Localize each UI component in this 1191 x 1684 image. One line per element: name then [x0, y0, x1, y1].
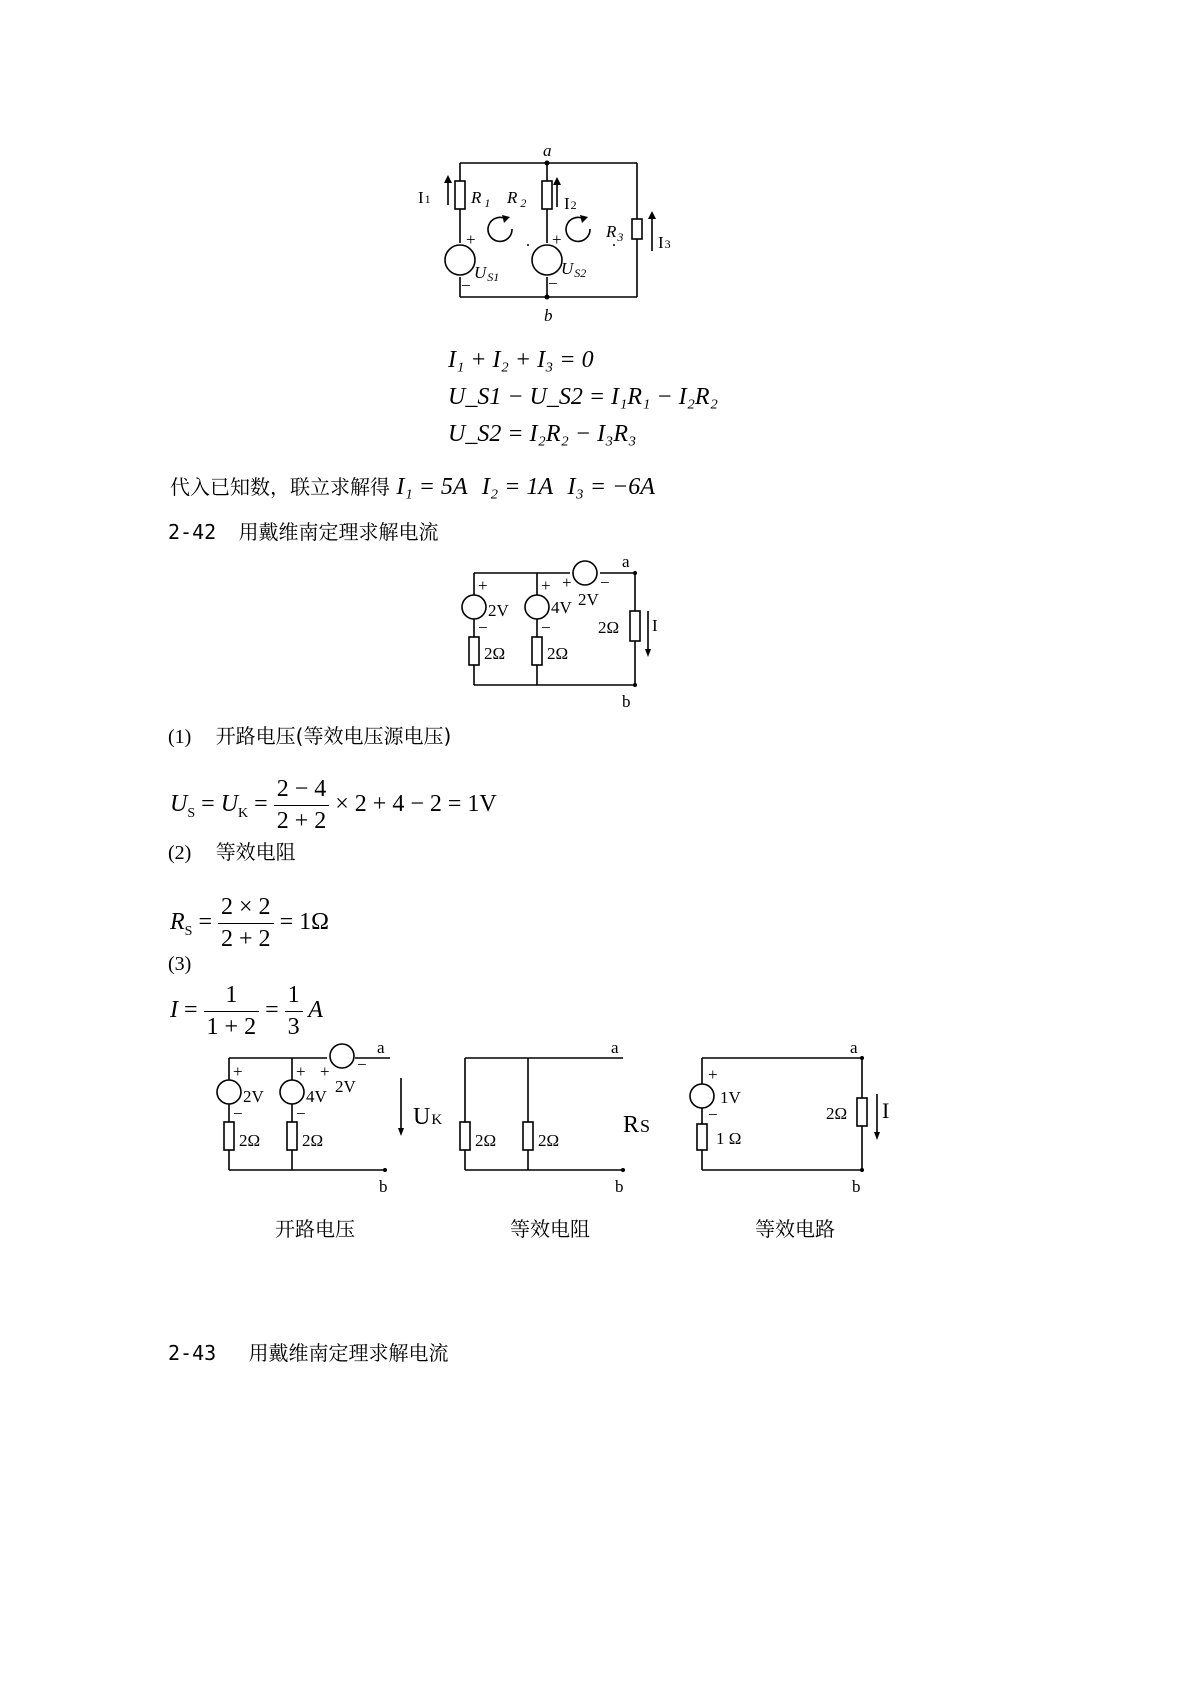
voltage-source-4v — [280, 1080, 304, 1104]
problem-43-heading — [168, 1337, 449, 1366]
caption-eq-resistance: 等效电阻 — [510, 1217, 590, 1241]
resistor-1ohm — [697, 1124, 707, 1150]
node-a-label: a — [622, 552, 630, 571]
current-i1-label: I1 — [418, 188, 431, 207]
resistor-r1 — [455, 181, 465, 209]
problem-42-heading — [168, 516, 439, 545]
circuit-open-voltage — [205, 1040, 455, 1200]
plus-sign: + — [708, 1065, 718, 1084]
loop-arrowhead-icon — [580, 215, 588, 223]
minus-sign: − — [708, 1105, 718, 1124]
plus-sign: + — [541, 576, 551, 595]
source-value: 4V — [306, 1087, 327, 1106]
result-i1: I₁ = 5A — [396, 474, 468, 500]
circuit-eq-circuit — [690, 1040, 910, 1200]
resistor-value: 2Ω — [484, 644, 506, 663]
equation-us: $U_S = U_K$ = $\frac{2 - 4}{2 + 2}$ × 2 + 4 − 2 = 1V — [170, 776, 497, 834]
caption-open-voltage: 开路电压 — [275, 1217, 355, 1241]
node-a-label: a — [543, 141, 552, 160]
minus-sign: − — [541, 618, 551, 637]
node-a-label: a — [850, 1038, 858, 1057]
minus-sign: − — [478, 618, 488, 637]
step-text: 开路电压(等效电压源电压) — [215, 724, 452, 748]
node-b-label: b — [379, 1177, 388, 1196]
arrow-up-icon — [444, 175, 452, 183]
node-b-label: b — [615, 1177, 624, 1196]
result-line — [170, 471, 655, 501]
us1-label: US1 — [474, 263, 500, 284]
plus-sign: + — [562, 573, 572, 592]
resistor-value: 2Ω — [598, 618, 620, 637]
r2-label: R $_2$ — [507, 188, 527, 210]
voltage-source-4v — [525, 595, 549, 619]
resistor-value: 2Ω — [302, 1131, 324, 1150]
source-value: 2V — [335, 1077, 356, 1096]
resistor-2ohm — [532, 637, 542, 665]
node-b-label: b — [852, 1177, 861, 1196]
resistor-value: 1 Ω — [716, 1129, 742, 1148]
resistor-2ohm-load — [630, 611, 640, 641]
result-text: 代入已知数，联立求解得 — [170, 475, 390, 499]
voltage-source-2v — [462, 595, 486, 619]
equation-kcl: I₁ + I₂ + I₃ = 0 — [448, 347, 594, 373]
step-label: (1) — [168, 726, 192, 748]
minus-sign: − — [548, 274, 558, 293]
problem-number: 2-43 — [168, 1341, 217, 1365]
arrow-up-icon — [648, 211, 656, 219]
resistor-2ohm-load — [857, 1098, 867, 1126]
current-i3-label: I3 — [658, 233, 671, 252]
result-i2: I₂ = 1A — [481, 474, 554, 500]
arrow-down-icon — [645, 649, 651, 657]
plus-sign: + — [466, 230, 476, 249]
problem-number: 2-42 — [168, 520, 217, 544]
voltage-source-us1 — [445, 245, 475, 275]
step-1 — [168, 720, 451, 749]
result-i3: I₃ = −6A — [567, 474, 655, 500]
minus-sign: − — [233, 1104, 243, 1123]
step-3: (3) — [168, 953, 192, 975]
loop-arrowhead-icon — [502, 215, 510, 223]
equation-kvl-1: U_S1 − U_S2 = I₁R₁ − I₂R₂ — [448, 384, 718, 410]
source-value: 2V — [243, 1087, 264, 1106]
plus-sign: + — [478, 576, 488, 595]
resistor-value: 2Ω — [538, 1131, 560, 1150]
resistor-r2 — [542, 181, 552, 209]
node-a-label: a — [611, 1038, 619, 1057]
voltage-source-2v — [217, 1080, 241, 1104]
node-b-label: b — [622, 692, 631, 711]
plus-sign: + — [552, 230, 562, 249]
current-label: I — [652, 616, 658, 635]
equation-i: I = $\frac{1}{1 + 2}$ = $\frac{1}{3}$ A — [170, 982, 323, 1040]
uk-label: UK — [413, 1104, 443, 1130]
equation-rs: $R_S$ = $\frac{2 \times 2}{2 + 2}$ = 1Ω — [170, 894, 329, 952]
minus-sign: − — [357, 1055, 367, 1074]
r3-label: $R_3$ — [606, 222, 624, 244]
current-i2-label: I2 — [564, 194, 577, 213]
circuit-diagram-1 — [418, 141, 700, 345]
loop-arrow-2 — [566, 217, 590, 241]
rs-label: RS — [623, 1112, 651, 1138]
plus-sign: + — [233, 1062, 243, 1081]
source-value: 2V — [578, 590, 599, 609]
node-b-label: b — [544, 306, 553, 325]
us2-label: US2 — [561, 259, 587, 280]
resistor-value: 2Ω — [239, 1131, 261, 1150]
source-value: 2V — [488, 601, 509, 620]
r1-label: R $_1$ — [471, 188, 491, 210]
voltage-source-2v-series — [573, 561, 597, 585]
caption-eq-circuit: 等效电路 — [755, 1217, 835, 1241]
problem-title: 用戴维南定理求解电流 — [238, 520, 439, 544]
voltage-source-2v-series — [330, 1044, 354, 1068]
resistor-value: 2Ω — [826, 1104, 848, 1123]
step-2 — [168, 836, 296, 865]
minus-sign: − — [296, 1104, 306, 1123]
node-a-label: a — [377, 1038, 385, 1057]
resistor-2ohm — [469, 637, 479, 665]
resistor-r3 — [632, 219, 642, 239]
arrow-down-icon — [874, 1132, 880, 1140]
current-label: I — [882, 1098, 890, 1123]
step-label: (2) — [168, 842, 192, 864]
voltage-source-us2 — [532, 245, 562, 275]
source-value: 4V — [551, 598, 572, 617]
minus-sign: − — [600, 573, 610, 592]
arrow-up-icon — [553, 177, 561, 185]
source-value: 1V — [720, 1088, 741, 1107]
problem-title: 用戴维南定理求解电流 — [248, 1341, 449, 1365]
resistor-value: 2Ω — [547, 644, 569, 663]
step-text: 等效电阻 — [215, 840, 296, 864]
circuit-eq-resistance — [455, 1040, 665, 1200]
plus-sign: + — [320, 1062, 330, 1081]
resistor-value: 2Ω — [475, 1131, 497, 1150]
equation-kvl-2: U_S2 = I₂R₂ − I₃R₃ — [448, 421, 637, 447]
arrow-down-icon — [398, 1128, 404, 1136]
minus-sign: − — [461, 276, 471, 295]
circuit-diagram-2 — [450, 552, 680, 715]
loop-arrow-1 — [488, 217, 512, 241]
plus-sign: + — [296, 1062, 306, 1081]
